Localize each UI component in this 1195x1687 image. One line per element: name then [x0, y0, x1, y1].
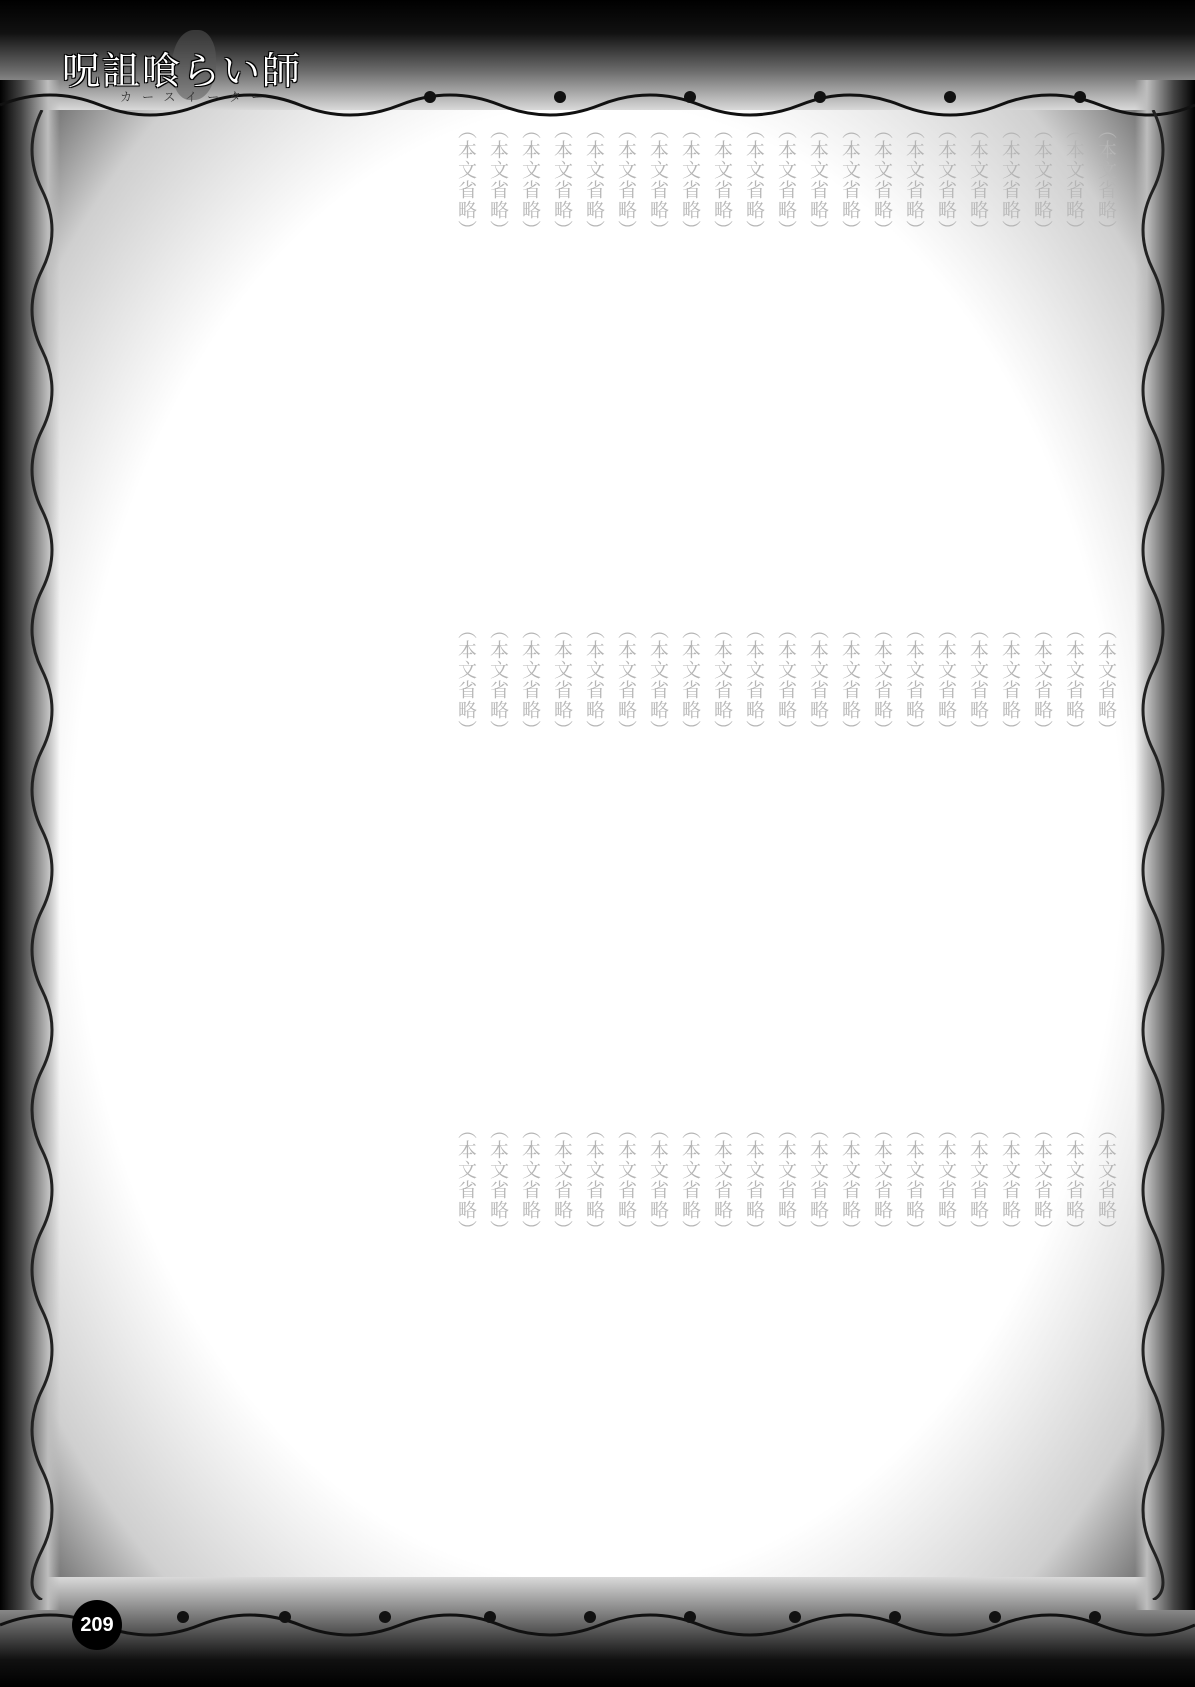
- text-column: （本文省略）: [487, 1120, 509, 1240]
- text-column: （本文省略）: [871, 620, 893, 740]
- text-tier-top: [72, 120, 1122, 565]
- text-column: （本文省略）: [775, 1120, 797, 1240]
- text-column: （本文省略）: [519, 120, 541, 240]
- text-column: （本文省略）: [583, 620, 605, 740]
- text-column: （本文省略）: [1095, 620, 1117, 740]
- text-column: （本文省略）: [935, 120, 957, 240]
- text-column: （本文省略）: [807, 620, 829, 740]
- text-column: （本文省略）: [839, 1120, 861, 1240]
- text-column: （本文省略）: [455, 620, 477, 740]
- text-column: （本文省略）: [647, 620, 669, 740]
- text-tier-bottom: [72, 1120, 1122, 1590]
- text-column: （本文省略）: [551, 1120, 573, 1240]
- text-column: （本文省略）: [807, 1120, 829, 1240]
- text-column: （本文省略）: [903, 620, 925, 740]
- text-column: （本文省略）: [1031, 1120, 1053, 1240]
- text-column: （本文省略）: [775, 120, 797, 240]
- text-column: （本文省略）: [647, 120, 669, 240]
- book-title: 呪詛喰らい師: [62, 49, 303, 93]
- text-column: （本文省略）: [999, 620, 1021, 740]
- text-column: （本文省略）: [1031, 120, 1053, 240]
- text-column: （本文省略）: [967, 120, 989, 240]
- text-column: （本文省略）: [615, 1120, 637, 1240]
- text-column: （本文省略）: [903, 120, 925, 240]
- text-column: （本文省略）: [583, 1120, 605, 1240]
- text-column: （本文省略）: [743, 620, 765, 740]
- text-body: [72, 120, 1122, 1600]
- text-column: （本文省略）: [1031, 620, 1053, 740]
- text-column: （本文省略）: [647, 1120, 669, 1240]
- text-column: （本文省略）: [935, 1120, 957, 1240]
- text-column: （本文省略）: [967, 1120, 989, 1240]
- text-column: （本文省略）: [615, 120, 637, 240]
- text-column: （本文省略）: [967, 620, 989, 740]
- text-column: （本文省略）: [487, 620, 509, 740]
- text-column: （本文省略）: [807, 120, 829, 240]
- text-column: （本文省略）: [743, 1120, 765, 1240]
- text-column: （本文省略）: [455, 120, 477, 240]
- text-column: （本文省略）: [679, 620, 701, 740]
- text-column: （本文省略）: [1095, 1120, 1117, 1240]
- text-column: （本文省略）: [935, 620, 957, 740]
- text-column: （本文省略）: [679, 120, 701, 240]
- text-column: （本文省略）: [1063, 620, 1085, 740]
- text-column: （本文省略）: [1063, 1120, 1085, 1240]
- text-column: （本文省略）: [711, 1120, 733, 1240]
- text-column: （本文省略）: [743, 120, 765, 240]
- text-column: （本文省略）: [1063, 120, 1085, 240]
- text-column: （本文省略）: [711, 120, 733, 240]
- text-column: （本文省略）: [519, 1120, 541, 1240]
- book-title-ruby: カースイーター: [120, 90, 274, 104]
- text-column: （本文省略）: [487, 120, 509, 240]
- text-column: （本文省略）: [839, 120, 861, 240]
- right-ornament: [1133, 110, 1173, 1600]
- text-column: （本文省略）: [1095, 120, 1117, 240]
- text-column: （本文省略）: [871, 1120, 893, 1240]
- text-column: （本文省略）: [551, 120, 573, 240]
- text-column: （本文省略）: [679, 1120, 701, 1240]
- text-tier-middle: [72, 620, 1122, 1065]
- bottom-ornament: [0, 1605, 1195, 1645]
- text-column: （本文省略）: [711, 620, 733, 740]
- text-column: （本文省略）: [583, 120, 605, 240]
- text-column: （本文省略）: [839, 620, 861, 740]
- text-column: （本文省略）: [551, 620, 573, 740]
- text-column: （本文省略）: [519, 620, 541, 740]
- text-column: （本文省略）: [903, 1120, 925, 1240]
- left-ornament: [22, 110, 62, 1600]
- text-column: （本文省略）: [615, 620, 637, 740]
- text-column: （本文省略）: [999, 1120, 1021, 1240]
- page-number: 209: [72, 1600, 122, 1650]
- text-column: （本文省略）: [455, 1120, 477, 1240]
- text-column: （本文省略）: [775, 620, 797, 740]
- text-column: （本文省略）: [871, 120, 893, 240]
- text-column: （本文省略）: [999, 120, 1021, 240]
